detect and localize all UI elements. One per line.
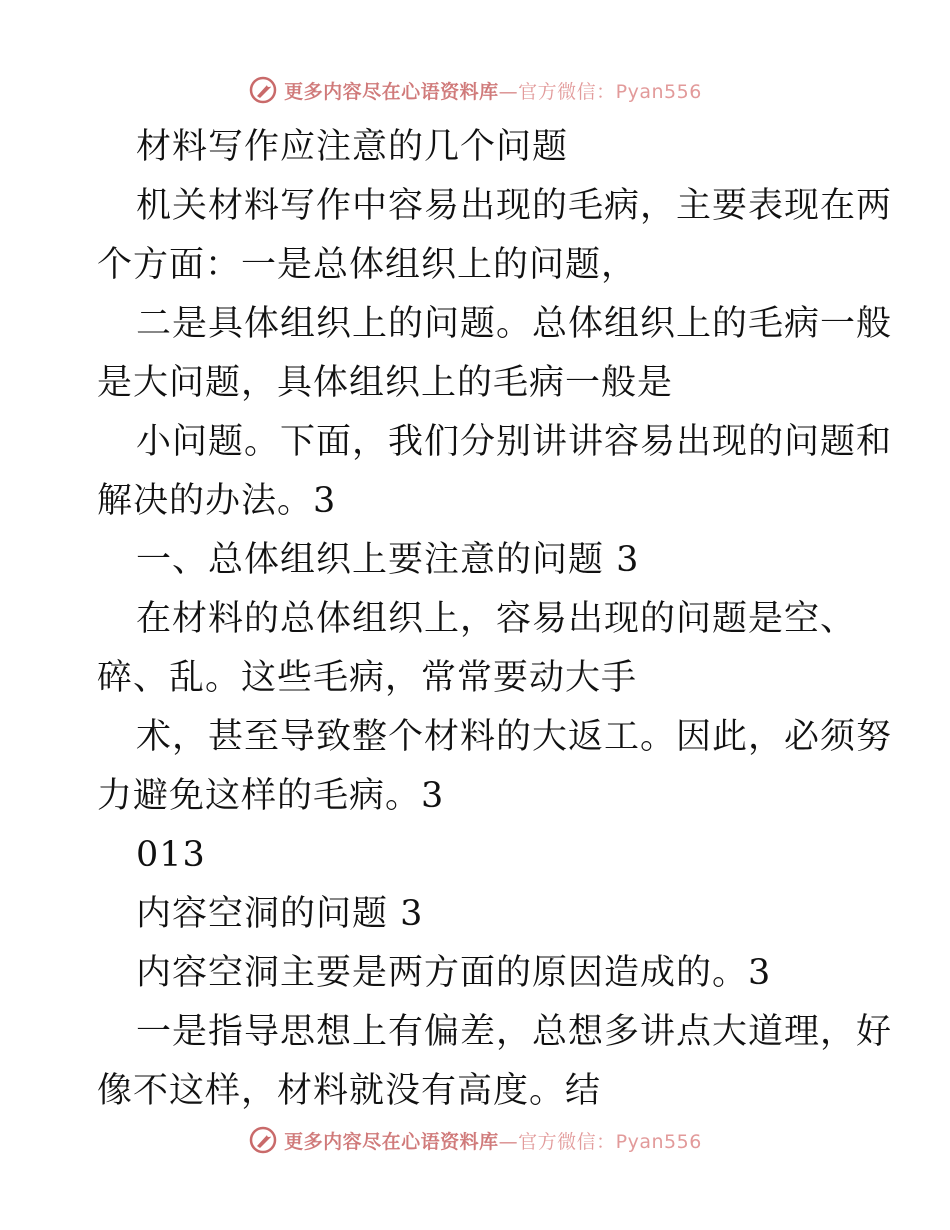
text-line: 解决的办法。3 xyxy=(97,481,337,521)
text-line: 机关材料写作中容易出现的毛病，主要表现在两 xyxy=(136,186,893,226)
text-line: 一是指导思想上有偏差，总想多讲点大道理，好 xyxy=(136,1012,893,1052)
watermark-text: 更多内容尽在心语资料库—官方微信：Pyan556 xyxy=(284,1130,702,1153)
watermark-text: 更多内容尽在心语资料库—官方微信：Pyan556 xyxy=(284,80,702,103)
text-line: 是大问题，具体组织上的毛病一般是 xyxy=(97,363,674,403)
text-line: 材料写作应注意的几个问题 xyxy=(136,127,569,167)
text-line: 力避免这样的毛病。3 xyxy=(97,776,445,816)
footer-watermark xyxy=(0,1120,950,1160)
text-line: 碎、乱。这些毛病，常常要动大手 xyxy=(97,658,638,698)
document-body xyxy=(97,118,893,1121)
pen-nib-circle-icon xyxy=(248,1125,278,1155)
text-line: 一、总体组织上要注意的问题 3 xyxy=(136,540,640,580)
text-line: 内容空洞的问题 3 xyxy=(136,894,424,934)
pen-nib-circle-icon xyxy=(248,75,278,105)
text-line: 在材料的总体组织上，容易出现的问题是空、 xyxy=(136,599,857,639)
text-line: 术，甚至导致整个材料的大返工。因此，必须努 xyxy=(136,717,893,757)
header-watermark xyxy=(0,70,950,110)
text-line: 小问题。下面，我们分别讲讲容易出现的问题和 xyxy=(136,422,893,462)
text-line: 二是具体组织上的问题。总体组织上的毛病一般 xyxy=(136,304,893,344)
text-line: 013 xyxy=(136,835,206,875)
text-line: 内容空洞主要是两方面的原因造成的。3 xyxy=(136,953,772,993)
text-line: 像不这样，材料就没有高度。结 xyxy=(97,1071,602,1111)
text-line: 个方面：一是总体组织上的问题， xyxy=(97,245,638,285)
